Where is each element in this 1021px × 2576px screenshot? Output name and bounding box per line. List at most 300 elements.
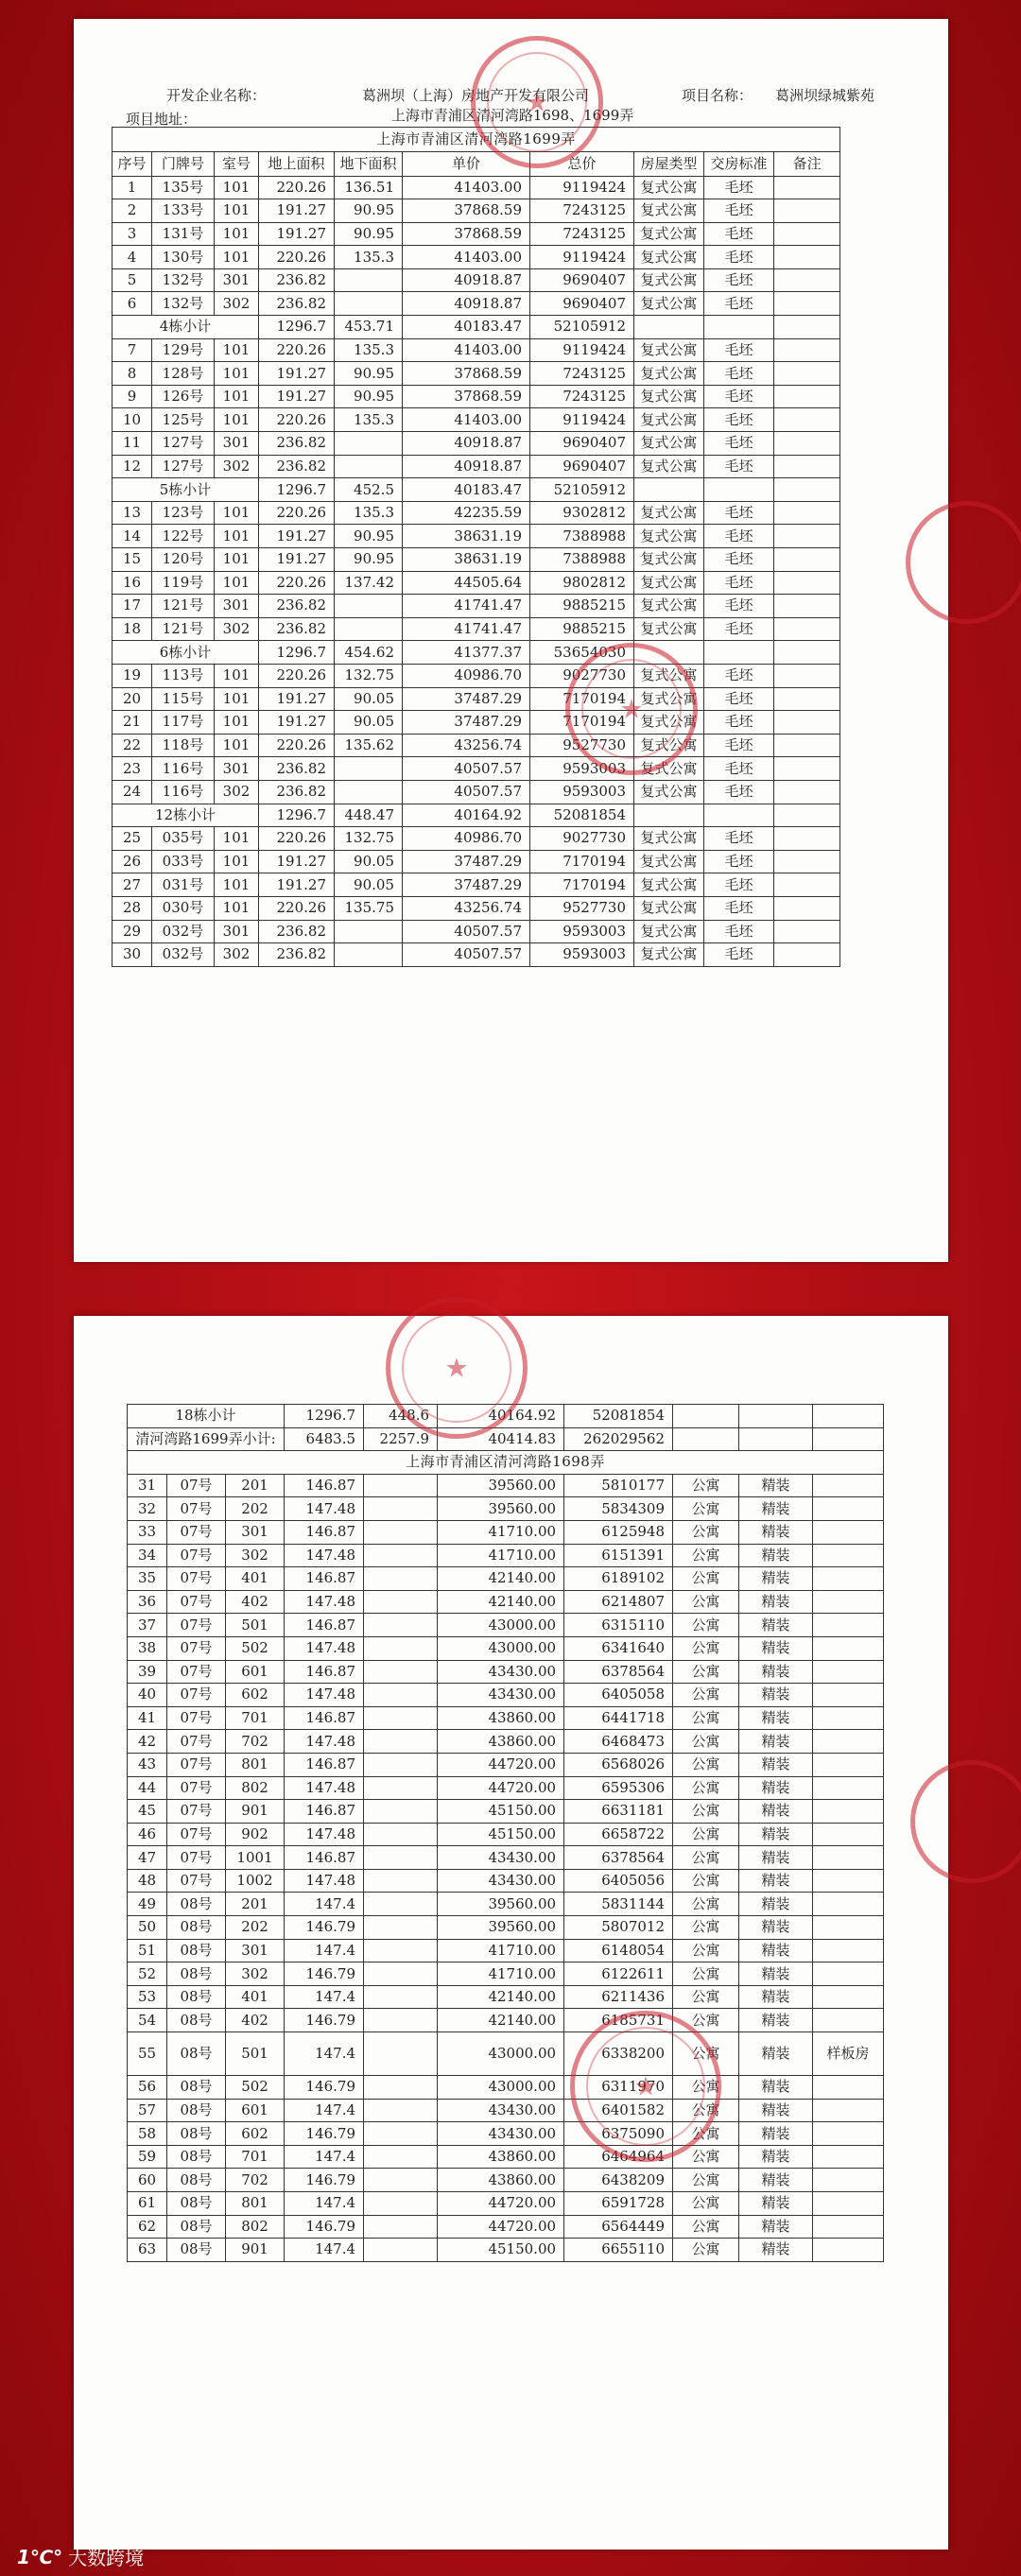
table-cell (774, 408, 840, 432)
table-cell: 33 (128, 1520, 167, 1544)
table-cell (774, 501, 840, 525)
table-cell (364, 2122, 438, 2146)
table-cell: 47 (128, 1846, 167, 1870)
table-cell (364, 1590, 438, 1614)
table-cell: 448.47 (335, 804, 403, 827)
table-cell (813, 2192, 884, 2216)
table-cell: 41710.00 (438, 1962, 564, 1986)
table-cell: 220.26 (259, 827, 335, 851)
table-cell: 精装 (739, 1939, 813, 1962)
table-cell (813, 2215, 884, 2239)
table-cell: 401 (226, 1567, 285, 1591)
table-cell: 8 (112, 362, 152, 386)
table-cell: 90.05 (335, 873, 403, 897)
table-row (128, 1544, 884, 1567)
table-cell: 40986.70 (403, 827, 530, 851)
table-cell: 35 (128, 1567, 167, 1591)
table-cell (364, 1893, 438, 1916)
table-cell: 61 (128, 2192, 167, 2216)
table-row (128, 2032, 884, 2076)
table-cell: 9 (112, 385, 152, 408)
table-cell: 毛坯 (704, 408, 774, 432)
table-cell: 毛坯 (704, 873, 774, 897)
table-cell: 07号 (167, 1614, 226, 1637)
table-cell: 毛坯 (704, 943, 774, 967)
table-cell: 07号 (167, 1730, 226, 1754)
table-cell: 复式公寓 (634, 385, 704, 408)
table-cell: 公寓 (673, 1684, 739, 1707)
table-cell (774, 432, 840, 456)
table-cell: 101 (215, 362, 259, 386)
table-cell (335, 757, 403, 781)
table-cell (774, 571, 840, 595)
table-cell: 08号 (167, 2192, 226, 2216)
table-cell: 40183.47 (403, 478, 530, 502)
table-cell (774, 943, 840, 967)
table-cell: 236.82 (259, 595, 335, 618)
table-cell (813, 1869, 884, 1893)
table-cell (774, 780, 840, 804)
table-cell: 220.26 (259, 176, 335, 199)
table-cell: 60 (128, 2169, 167, 2192)
table-cell: 精装 (739, 1590, 813, 1614)
table-cell: 复式公寓 (634, 176, 704, 199)
table-cell (364, 1985, 438, 2009)
table-row (128, 1684, 884, 1707)
table-cell: 41741.47 (403, 595, 530, 618)
table-cell (774, 687, 840, 711)
table-cell: 43430.00 (438, 1846, 564, 1870)
table-cell: 45 (128, 1800, 167, 1824)
table-cell: 127号 (152, 455, 215, 478)
table-cell: 5 (112, 268, 152, 292)
table-cell: 90.95 (335, 362, 403, 386)
table-cell: 59 (128, 2145, 167, 2169)
table-cell: 101 (215, 408, 259, 432)
table-cell (813, 1776, 884, 1800)
table-cell (774, 268, 840, 292)
table-cell: 147.48 (285, 1544, 364, 1567)
table-cell: 147.48 (285, 1636, 364, 1660)
table-row (128, 1474, 884, 1497)
table-cell: 101 (215, 873, 259, 897)
table-cell: 复式公寓 (634, 617, 704, 641)
table-cell (813, 1684, 884, 1707)
table-cell: 5831144 (564, 1893, 673, 1916)
table-cell: 031号 (152, 873, 215, 897)
table-cell: 复式公寓 (634, 501, 704, 525)
table-cell: 9119424 (530, 408, 634, 432)
table-cell: 37487.29 (403, 873, 530, 897)
table-cell: 122号 (152, 525, 215, 548)
table-cell: 毛坯 (704, 432, 774, 456)
project-name: 葛洲坝绿城紫苑 (775, 87, 875, 104)
table-cell: 08号 (167, 2032, 226, 2076)
table-cell: 236.82 (259, 455, 335, 478)
table-cell: 9593003 (530, 943, 634, 967)
table-cell (813, 1916, 884, 1940)
table-cell: 9593003 (530, 780, 634, 804)
subtotal-row (128, 1405, 884, 1428)
table-cell: 191.27 (259, 525, 335, 548)
table-cell (813, 1590, 884, 1614)
table-cell: 115号 (152, 687, 215, 711)
table-cell (813, 1427, 884, 1451)
table-cell: 公寓 (673, 1939, 739, 1962)
table-cell: 191.27 (259, 711, 335, 735)
table-cell: 37868.59 (403, 222, 530, 246)
table-cell: 28 (112, 896, 152, 920)
table-cell: 191.27 (259, 199, 335, 223)
table-cell: 52081854 (530, 804, 634, 827)
table-cell: 53 (128, 1985, 167, 2009)
table-cell: 复式公寓 (634, 711, 704, 735)
table-cell: 精装 (739, 2145, 813, 2169)
table-cell: 52105912 (530, 478, 634, 502)
watermark-logo-icon: 1℃° (17, 2545, 63, 2568)
table-cell: 41403.00 (403, 246, 530, 269)
table-cell: 07号 (167, 1753, 226, 1776)
table-cell (813, 1660, 884, 1684)
table-cell: 08号 (167, 2099, 226, 2122)
table-cell: 07号 (167, 1567, 226, 1591)
table-cell: 191.27 (259, 222, 335, 246)
table-cell (774, 896, 840, 920)
table-row (128, 1636, 884, 1660)
table-cell (364, 2215, 438, 2239)
table-cell: 复式公寓 (634, 896, 704, 920)
column-header: 备注 (774, 151, 840, 176)
table-cell (813, 1614, 884, 1637)
table-cell: 454.62 (335, 641, 403, 665)
table-cell (774, 338, 840, 362)
table-cell: 6189102 (564, 1567, 673, 1591)
table-cell: 6185731 (564, 2009, 673, 2032)
table-cell: 90.05 (335, 687, 403, 711)
table-cell: 302 (215, 617, 259, 641)
table-cell: 1001 (226, 1846, 285, 1870)
table-cell: 07号 (167, 1590, 226, 1614)
table-row (128, 2169, 884, 2192)
table-cell (813, 2009, 884, 2032)
table-cell: 公寓 (673, 1776, 739, 1800)
table-cell: 135.3 (335, 501, 403, 525)
table-cell (335, 292, 403, 316)
table-cell: 毛坯 (704, 920, 774, 943)
table-cell: 146.79 (285, 2169, 364, 2192)
table-cell: 302 (215, 292, 259, 316)
table-row (128, 2122, 884, 2146)
table-cell: 08号 (167, 2122, 226, 2146)
table-cell: 302 (215, 780, 259, 804)
table-cell: 42140.00 (438, 1985, 564, 2009)
table-cell: 22 (112, 734, 152, 757)
table-cell: 6468473 (564, 1730, 673, 1754)
table-cell (364, 1939, 438, 1962)
watermark-text: 大数跨境 (68, 2547, 145, 2569)
table-cell (813, 1800, 884, 1824)
table-cell (774, 641, 840, 665)
table-cell: 08号 (167, 2009, 226, 2032)
table-cell: 精装 (739, 1660, 813, 1684)
table-cell (364, 1684, 438, 1707)
table-cell (364, 1497, 438, 1521)
table-cell (774, 478, 840, 502)
table-cell (813, 1730, 884, 1754)
table-cell: 公寓 (673, 1800, 739, 1824)
table-cell (673, 1405, 739, 1428)
table-cell (813, 2169, 884, 2192)
section-title-1699: 上海市青浦区清河湾路1699弄 (112, 127, 840, 151)
table-cell: 6211436 (564, 1985, 673, 2009)
table-cell (739, 1427, 813, 1451)
table-cell: 精装 (739, 1636, 813, 1660)
table-cell: 301 (226, 1520, 285, 1544)
subtotal-label: 5栋小计 (112, 478, 259, 502)
table-row (128, 1497, 884, 1521)
table-cell: 146.87 (285, 1800, 364, 1824)
table-row (112, 548, 840, 572)
table-cell: 602 (226, 2122, 285, 2146)
table-cell: 1 (112, 176, 152, 199)
table-row (128, 2076, 884, 2100)
table-row (112, 408, 840, 432)
table-cell: 43000.00 (438, 2032, 564, 2076)
table-cell: 43860.00 (438, 1706, 564, 1730)
table-row (112, 222, 840, 246)
table-cell: 301 (215, 757, 259, 781)
table-row (128, 1985, 884, 2009)
table-cell: 132.75 (335, 664, 403, 687)
table-cell (813, 1753, 884, 1776)
table-row (112, 920, 840, 943)
table-cell: 39560.00 (438, 1893, 564, 1916)
column-header: 房屋类型 (634, 151, 704, 176)
table-cell: 6655110 (564, 2239, 673, 2262)
table-cell: 44720.00 (438, 1753, 564, 1776)
table-cell: 191.27 (259, 548, 335, 572)
table-cell (774, 362, 840, 386)
table-cell: 502 (226, 2076, 285, 2100)
table-cell: 样板房 (813, 2032, 884, 2076)
subtotal-row (112, 316, 840, 339)
table-cell (704, 478, 774, 502)
table-cell: 复式公寓 (634, 432, 704, 456)
table-cell: 801 (226, 2192, 285, 2216)
column-header: 门牌号 (152, 151, 215, 176)
table-cell: 38631.19 (403, 548, 530, 572)
table-cell (364, 1916, 438, 1940)
table-cell: 32 (128, 1497, 167, 1521)
table-row (128, 2099, 884, 2122)
table-cell: 6405056 (564, 1869, 673, 1893)
table-cell: 191.27 (259, 687, 335, 711)
table-cell: 40507.57 (403, 757, 530, 781)
table-cell: 公寓 (673, 1474, 739, 1497)
table-cell: 公寓 (673, 2099, 739, 2122)
table-cell (364, 2009, 438, 2032)
table-cell: 公寓 (673, 1753, 739, 1776)
table-cell (364, 1636, 438, 1660)
table-cell: 220.26 (259, 896, 335, 920)
table-cell: 07号 (167, 1497, 226, 1521)
table-cell: 035号 (152, 827, 215, 851)
table-cell: 公寓 (673, 2032, 739, 2076)
table-cell: 101 (215, 711, 259, 735)
project-label: 项目名称： (682, 87, 753, 104)
table-row (112, 199, 840, 223)
table-cell: 147.4 (285, 2192, 364, 2216)
table-cell: 53654030 (530, 641, 634, 665)
table-cell (335, 920, 403, 943)
table-cell: 9593003 (530, 920, 634, 943)
table-cell: 毛坯 (704, 455, 774, 478)
table-cell: 毛坯 (704, 850, 774, 873)
table-cell: 毛坯 (704, 385, 774, 408)
table-cell: 43256.74 (403, 734, 530, 757)
table-cell (634, 478, 704, 502)
table-cell: 5810177 (564, 1474, 673, 1497)
table-cell: 301 (215, 595, 259, 618)
table-cell: 精装 (739, 1776, 813, 1800)
table-row (128, 2239, 884, 2262)
table-cell: 101 (215, 687, 259, 711)
table-cell: 147.4 (285, 2239, 364, 2262)
table-cell: 复式公寓 (634, 362, 704, 386)
table-cell: 135.75 (335, 896, 403, 920)
table-cell: 135.3 (335, 408, 403, 432)
table-cell: 132号 (152, 268, 215, 292)
table-cell: 146.79 (285, 1916, 364, 1940)
table-cell: 精装 (739, 2009, 813, 2032)
table-row (112, 571, 840, 595)
table-cell: 6568026 (564, 1753, 673, 1776)
subtotal-label: 18栋小计 (128, 1405, 285, 1428)
table-cell (813, 2099, 884, 2122)
table-cell: 43430.00 (438, 1660, 564, 1684)
table-cell: 精装 (739, 2215, 813, 2239)
table-cell: 147.48 (285, 1776, 364, 1800)
table-cell: 2 (112, 199, 152, 223)
table-cell: 复式公寓 (634, 664, 704, 687)
table-cell: 6441718 (564, 1706, 673, 1730)
table-cell: 147.48 (285, 1730, 364, 1754)
table-cell: 55 (128, 2032, 167, 2076)
table-cell: 702 (226, 1730, 285, 1754)
table-cell: 精装 (739, 1497, 813, 1521)
table-cell (813, 1846, 884, 1870)
table-cell: 57 (128, 2099, 167, 2122)
table-cell (364, 1567, 438, 1591)
table-cell: 41 (128, 1706, 167, 1730)
table-cell: 精装 (739, 1846, 813, 1870)
document-page-2 (74, 1316, 948, 2550)
table-cell: 毛坯 (704, 780, 774, 804)
table-cell: 101 (215, 176, 259, 199)
table-cell: 复式公寓 (634, 595, 704, 618)
table-cell: 701 (226, 1706, 285, 1730)
table-cell: 37487.29 (403, 687, 530, 711)
table-cell: 7243125 (530, 385, 634, 408)
subtotal-label: 12栋小计 (112, 804, 259, 827)
table-cell: 101 (215, 548, 259, 572)
table-cell (364, 1869, 438, 1893)
table-cell: 复式公寓 (634, 199, 704, 223)
table-cell: 精装 (739, 1474, 813, 1497)
table-cell (774, 804, 840, 827)
table-row (112, 176, 840, 199)
table-cell: 146.79 (285, 2009, 364, 2032)
table-cell: 201 (226, 1474, 285, 1497)
table-cell: 6151391 (564, 1544, 673, 1567)
table-cell: 101 (215, 827, 259, 851)
table-cell: 90.95 (335, 385, 403, 408)
table-row (128, 1590, 884, 1614)
table-cell: 302 (215, 943, 259, 967)
table-cell: 119号 (152, 571, 215, 595)
address-label: 项目地址： (126, 111, 198, 128)
table-cell: 101 (215, 734, 259, 757)
table-cell: 37487.29 (403, 850, 530, 873)
table-cell: 9527730 (530, 896, 634, 920)
table-cell: 9690407 (530, 292, 634, 316)
table-cell: 44720.00 (438, 2192, 564, 2216)
table-cell (774, 548, 840, 572)
table-cell: 07号 (167, 1823, 226, 1846)
column-header: 总价 (530, 151, 634, 176)
table-cell (774, 711, 840, 735)
address-value: 上海市青浦区清河湾路1698、1699弄 (112, 106, 840, 127)
table-cell: 302 (215, 455, 259, 478)
table-cell: 3 (112, 222, 152, 246)
table-cell: 25 (112, 827, 152, 851)
table-cell: 147.4 (285, 2099, 364, 2122)
table-cell (673, 1427, 739, 1451)
table-cell: 17 (112, 595, 152, 618)
table-cell (813, 1567, 884, 1591)
subtotal-label: 6栋小计 (112, 641, 259, 665)
table-cell: 40918.87 (403, 432, 530, 456)
table-cell: 07号 (167, 1846, 226, 1870)
table-cell: 9302812 (530, 501, 634, 525)
table-cell: 1296.7 (285, 1405, 364, 1428)
table-cell: 101 (215, 501, 259, 525)
table-cell: 146.87 (285, 1474, 364, 1497)
table-cell: 7388988 (530, 548, 634, 572)
table-cell: 6315110 (564, 1614, 673, 1637)
table-cell (813, 1474, 884, 1497)
table-cell: 42140.00 (438, 1567, 564, 1591)
table-cell: 08号 (167, 1893, 226, 1916)
table-cell: 07号 (167, 1660, 226, 1684)
table-cell: 精装 (739, 1706, 813, 1730)
table-cell: 39560.00 (438, 1497, 564, 1521)
table-cell: 202 (226, 1916, 285, 1940)
table-cell (813, 1544, 884, 1567)
table-cell: 公寓 (673, 2145, 739, 2169)
table-row (112, 268, 840, 292)
table-cell (335, 617, 403, 641)
table-cell: 26 (112, 850, 152, 873)
table-cell: 毛坯 (704, 246, 774, 269)
table-cell: 毛坯 (704, 268, 774, 292)
table-cell: 146.87 (285, 1520, 364, 1544)
table-row (128, 1706, 884, 1730)
table-cell: 毛坯 (704, 827, 774, 851)
table-row (128, 2192, 884, 2216)
table-cell (774, 873, 840, 897)
table-cell: 42140.00 (438, 1590, 564, 1614)
